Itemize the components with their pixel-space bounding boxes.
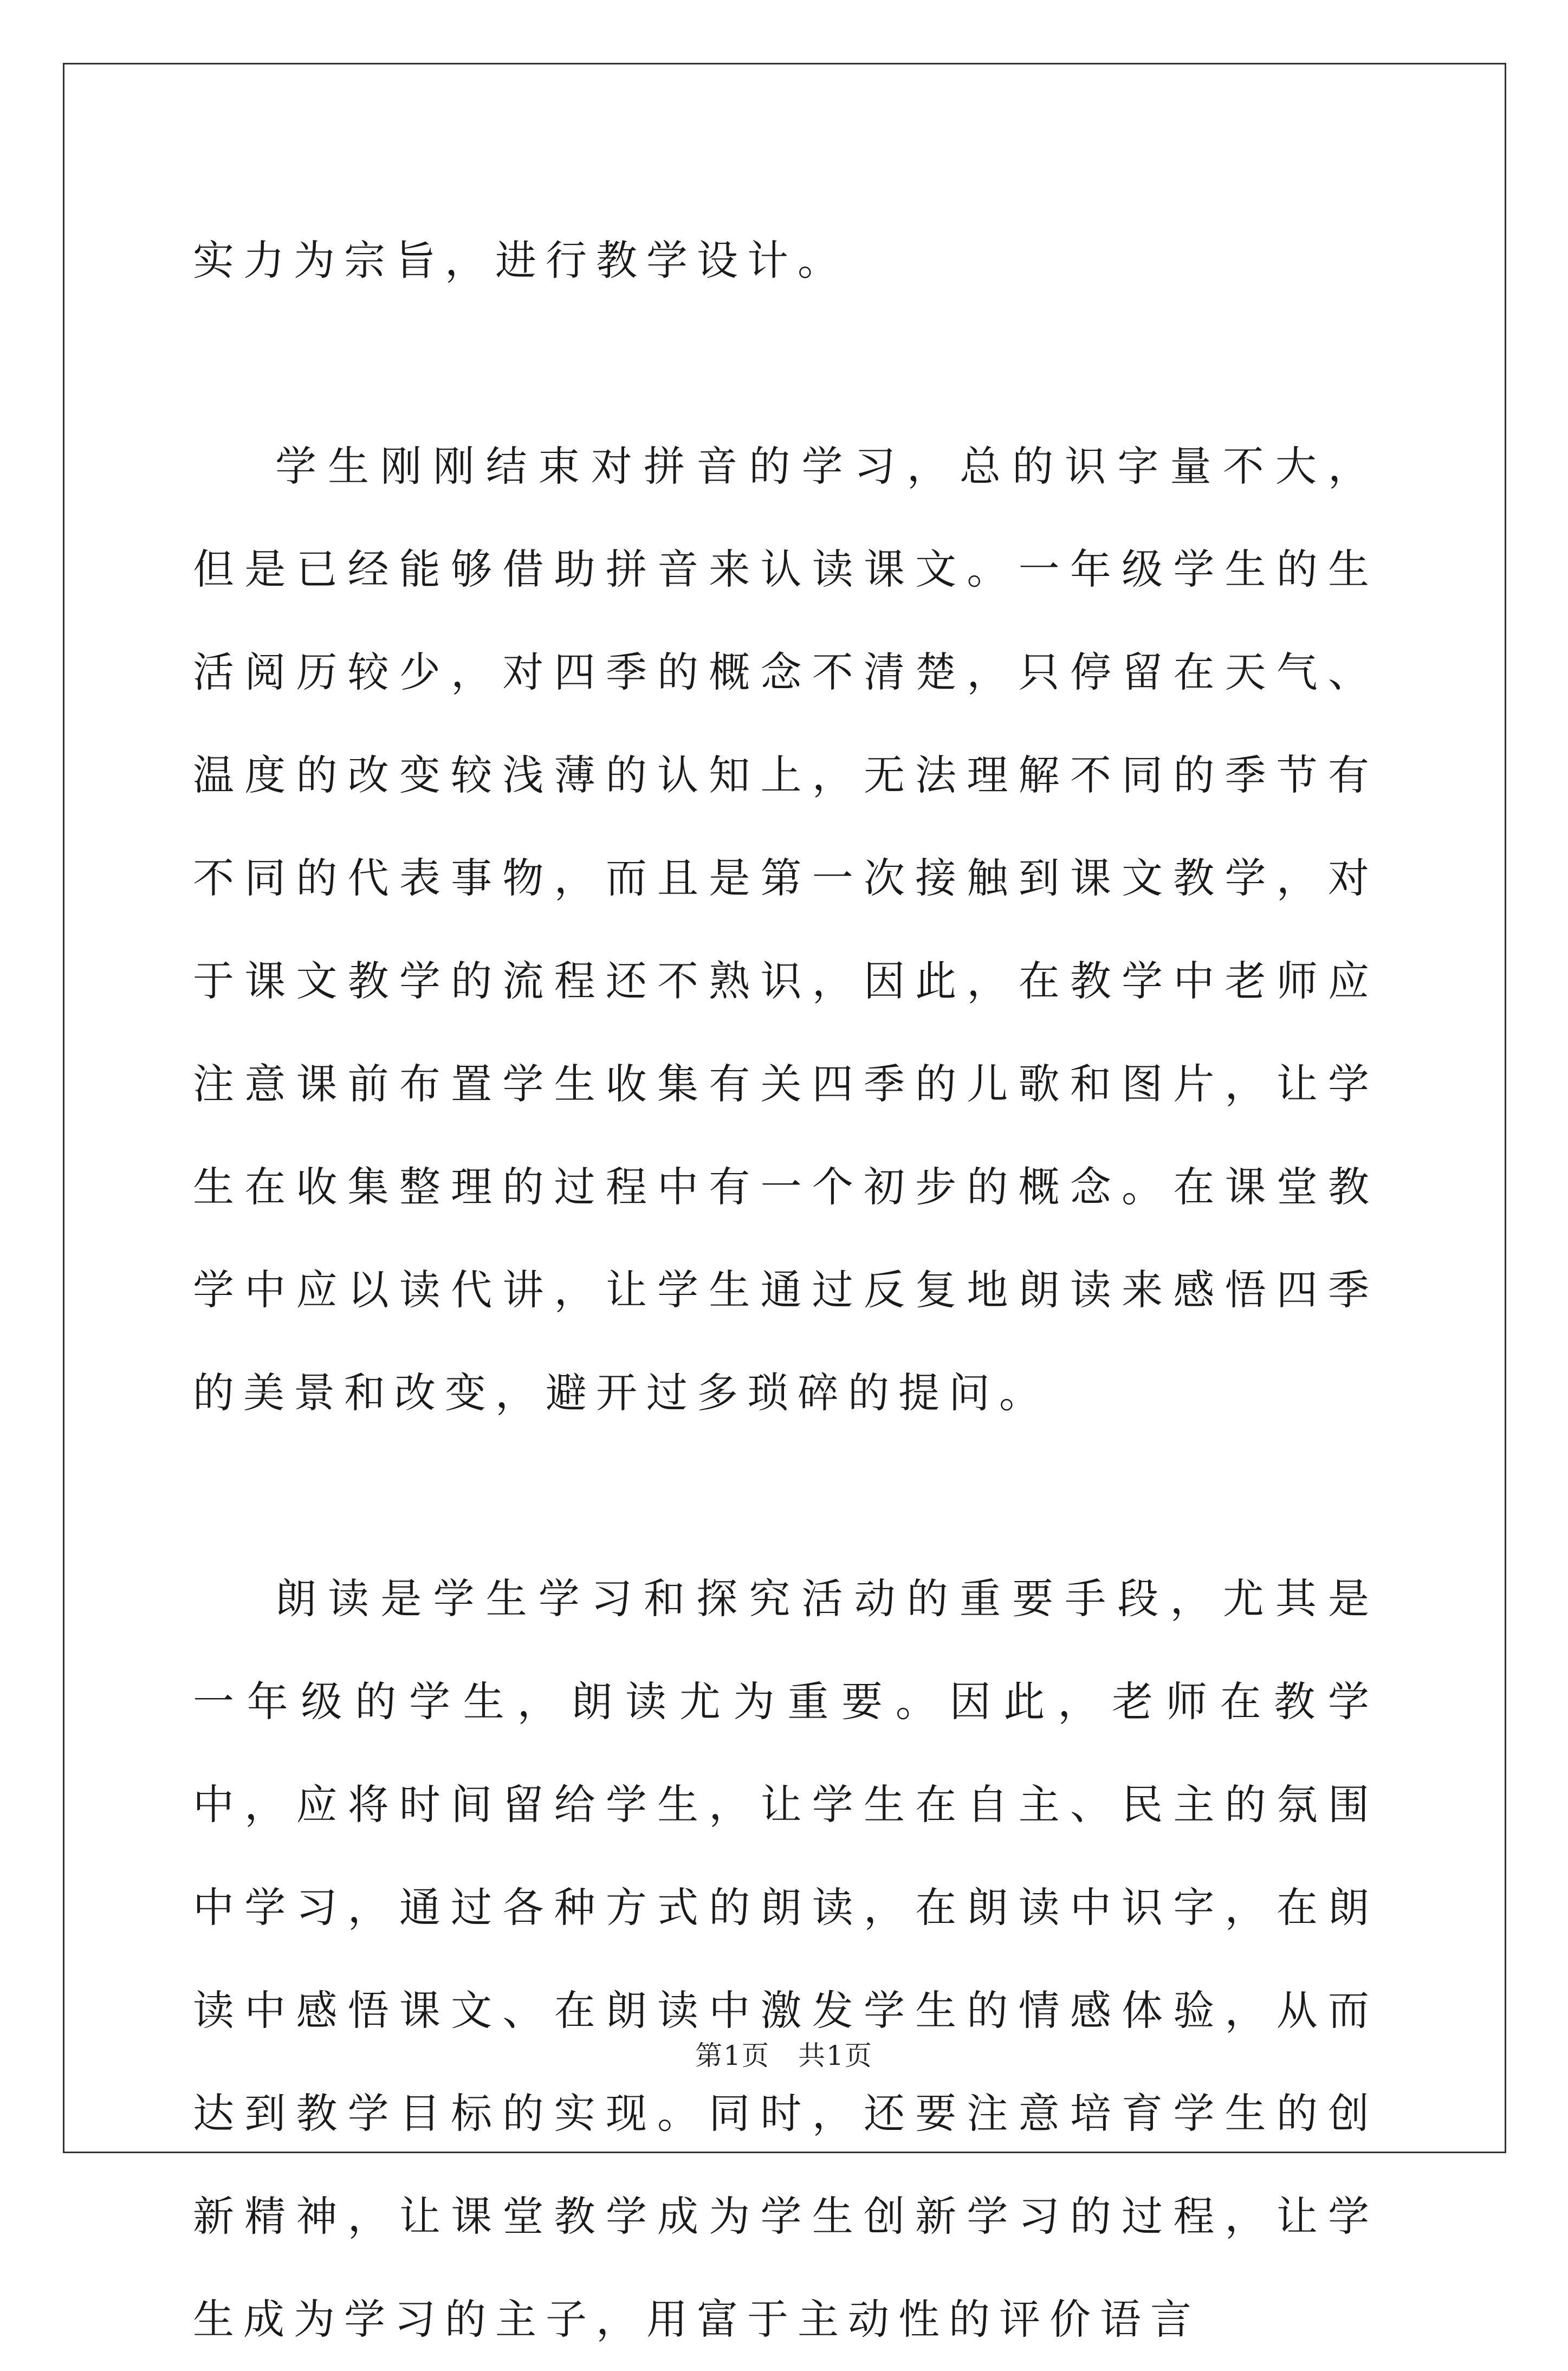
paragraph-1: 实力为宗旨，进行教学设计。 [193, 236, 848, 284]
paragraph-3: 朗读是学生学习和探究活动的重要手段，尤其是一年级的学生，朗读尤为重要。因此，老师在教学中，应将时间留给学生，让学生在自主、民主的氛围中学习，通过各种方式的朗读，在朗读中识字，在朗读中感悟课文、在朗读中激发学生的情感体验，从而达到教学目标的实现。同时，还要注意培育学生的创新精神，让课堂教学成为学生创新学习的过程，让学生成为学习的主子，用富于主动性的评价语言 [193, 1575, 1378, 2343]
page-footer: 第1页 共1页 [695, 2040, 873, 2071]
paragraph-2: 学生刚刚结束对拼音的学习，总的识字量不大，但是已经能够借助拼音来认读课文。一年级学生的生活阅历较少，对四季的概念不清楚，只停留在天气、温度的改变较浅薄的认知上，无法理解不同的季节有不同的代表事物，而且是第一次接触到课文教学，对于课文教学的流程还不熟识，因此，在教学中老师应注意课前布置学生收集有关四季的儿歌和图片，让学生在收集整理的过程中有一个初步的概念。在课堂教学中应以读代讲，让学生通过反复地朗读来感悟四季的美景和改变，避开过多琐碎的提问。 [193, 442, 1378, 1417]
